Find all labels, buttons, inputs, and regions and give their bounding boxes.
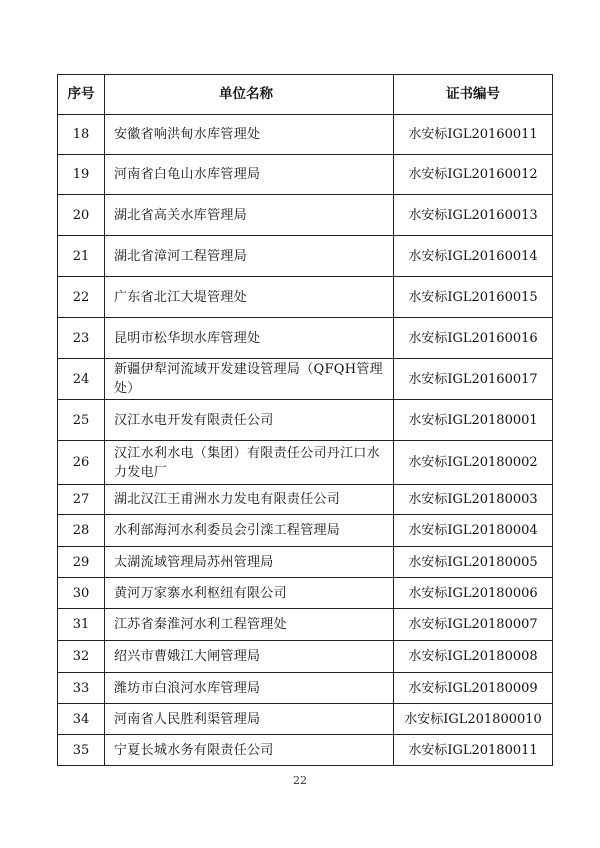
table-row	[58, 195, 553, 236]
row-seq: 26	[58, 441, 105, 485]
table-row	[58, 441, 553, 485]
row-cert-number: 水安标ⅠGL20160012	[394, 155, 553, 195]
row-unit-name: 宁夏长城水务有限责任公司	[105, 735, 394, 766]
row-cert-number: 水安标ⅠGL20180011	[394, 735, 553, 766]
row-seq: 33	[58, 673, 105, 704]
row-unit-name: 水利部海河水利委员会引滦工程管理局	[105, 515, 394, 547]
table-row	[58, 236, 553, 277]
row-unit-name: 昆明市松华坝水库管理处	[105, 318, 394, 359]
row-seq: 28	[58, 515, 105, 547]
row-cert-number: 水安标ⅠGL20160015	[394, 277, 553, 318]
row-unit-name: 安徽省响洪甸水库管理处	[105, 115, 394, 155]
row-cert-number: 水安标ⅠGL20180003	[394, 485, 553, 515]
row-unit-name: 广东省北江大堤管理处	[105, 277, 394, 318]
row-unit-name: 湖北汉江王甫洲水力发电有限责任公司	[105, 485, 394, 515]
row-seq: 19	[58, 155, 105, 195]
row-seq: 30	[58, 578, 105, 609]
row-seq: 31	[58, 609, 105, 641]
header-seq: 序号	[58, 75, 105, 115]
row-seq: 21	[58, 236, 105, 277]
row-cert-number: 水安标ⅠGL20160014	[394, 236, 553, 277]
row-seq: 18	[58, 115, 105, 155]
table-row	[58, 485, 553, 515]
row-unit-name: 江苏省秦淮河水利工程管理处	[105, 609, 394, 641]
row-unit-name: 黄河万家寨水利枢纽有限公司	[105, 578, 394, 609]
row-cert-number: 水安标ⅠGL20160011	[394, 115, 553, 155]
row-unit-name: 湖北省漳河工程管理局	[105, 236, 394, 277]
table-row	[58, 115, 553, 155]
table-row	[58, 641, 553, 673]
row-unit-name: 湖北省高关水库管理局	[105, 195, 394, 236]
row-seq: 25	[58, 400, 105, 441]
row-cert-number: 水安标ⅠGL20160013	[394, 195, 553, 236]
row-unit-name: 太湖流域管理局苏州管理局	[105, 547, 394, 578]
table-row	[58, 673, 553, 704]
row-unit-name: 河南省人民胜利渠管理局	[105, 704, 394, 735]
row-seq: 27	[58, 485, 105, 515]
row-seq: 32	[58, 641, 105, 673]
row-cert-number: 水安标ⅠGL20180005	[394, 547, 553, 578]
table-row	[58, 547, 553, 578]
table-row	[58, 359, 553, 400]
table-header-row	[58, 75, 553, 115]
row-cert-number: 水安标ⅠGL20160016	[394, 318, 553, 359]
row-seq: 24	[58, 359, 105, 400]
row-unit-name: 河南省白龟山水库管理局	[105, 155, 394, 195]
table-row	[58, 155, 553, 195]
row-cert-number: 水安标ⅠGL201800010	[394, 704, 553, 735]
table-row	[58, 735, 553, 766]
row-seq: 23	[58, 318, 105, 359]
row-cert-number: 水安标ⅠGL20180006	[394, 578, 553, 609]
row-unit-name: 潍坊市白浪河水库管理局	[105, 673, 394, 704]
header-unit-name: 单位名称	[105, 75, 394, 115]
row-seq: 34	[58, 704, 105, 735]
table-row	[58, 318, 553, 359]
row-cert-number: 水安标ⅠGL20180009	[394, 673, 553, 704]
table-row	[58, 704, 553, 735]
header-cert-number: 证书编号	[394, 75, 553, 115]
page-number: 22	[293, 774, 307, 787]
row-cert-number: 水安标ⅠGL20180002	[394, 441, 553, 485]
table-row	[58, 578, 553, 609]
table-row	[58, 277, 553, 318]
row-cert-number: 水安标ⅠGL20180008	[394, 641, 553, 673]
row-unit-name: 汉江水电开发有限责任公司	[105, 400, 394, 441]
certificate-table	[57, 74, 553, 766]
row-unit-name: 新疆伊犁河流域开发建设管理局（QFQH管理处）	[105, 359, 394, 400]
row-seq: 22	[58, 277, 105, 318]
row-unit-name: 汉江水利水电（集团）有限责任公司丹江口水力发电厂	[105, 441, 394, 485]
row-cert-number: 水安标ⅠGL20160017	[394, 359, 553, 400]
table-row	[58, 400, 553, 441]
row-seq: 35	[58, 735, 105, 766]
table-row	[58, 515, 553, 547]
row-unit-name: 绍兴市曹娥江大闸管理局	[105, 641, 394, 673]
row-seq: 29	[58, 547, 105, 578]
row-cert-number: 水安标ⅠGL20180007	[394, 609, 553, 641]
row-cert-number: 水安标ⅠGL20180004	[394, 515, 553, 547]
row-seq: 20	[58, 195, 105, 236]
row-cert-number: 水安标ⅠGL20180001	[394, 400, 553, 441]
table-row	[58, 609, 553, 641]
